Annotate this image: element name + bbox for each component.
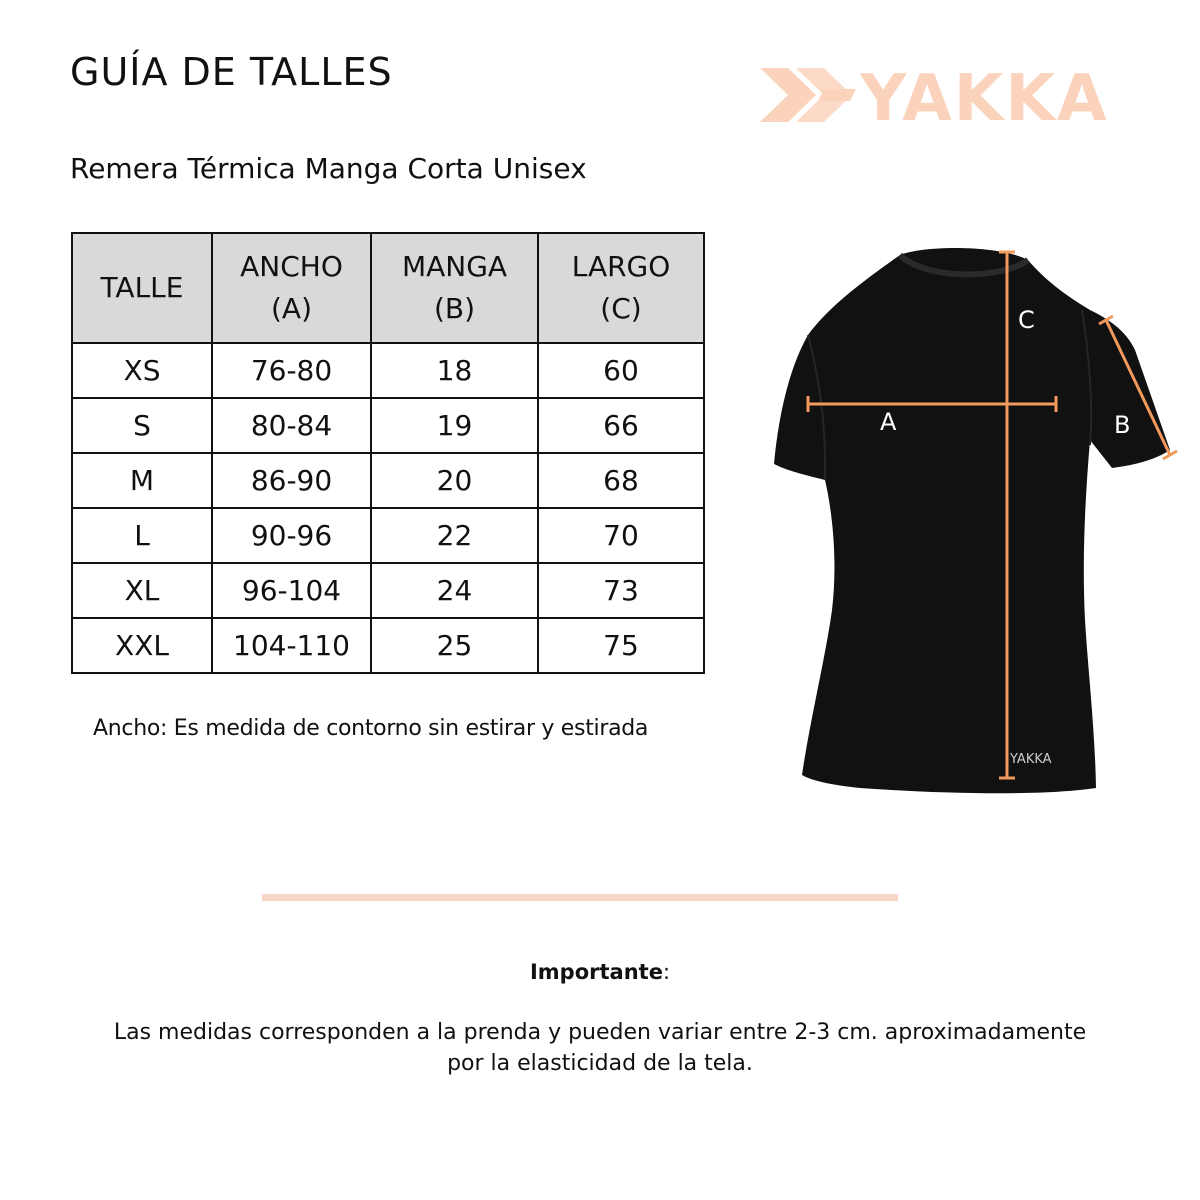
header-manga: MANGA (B) bbox=[371, 233, 538, 343]
size-cell: S bbox=[72, 398, 212, 453]
ancho-cell: 90-96 bbox=[212, 508, 371, 563]
table-row bbox=[72, 618, 704, 673]
ancho-cell: 86-90 bbox=[212, 453, 371, 508]
largo-cell: 68 bbox=[538, 453, 704, 508]
logo-wordmark: YAKKA bbox=[860, 62, 1109, 128]
measure-b-label: B bbox=[1114, 411, 1131, 439]
size-table-header bbox=[72, 233, 704, 343]
ancho-cell: 80-84 bbox=[212, 398, 371, 453]
ancho-cell: 96-104 bbox=[212, 563, 371, 618]
size-table bbox=[71, 232, 705, 674]
size-cell: M bbox=[72, 453, 212, 508]
manga-cell: 19 bbox=[371, 398, 538, 453]
width-note: Ancho: Es medida de contorno sin estirar y estirada bbox=[93, 716, 649, 741]
product-name: Remera Térmica Manga Corta Unisex bbox=[70, 152, 587, 185]
manga-cell: 25 bbox=[371, 618, 538, 673]
page-title: GUÍA DE TALLES bbox=[70, 50, 393, 94]
measure-a-label: A bbox=[880, 408, 897, 436]
manga-cell: 22 bbox=[371, 508, 538, 563]
shirt-brand-label: YAKKA bbox=[1010, 752, 1052, 767]
largo-cell: 66 bbox=[538, 398, 704, 453]
table-row bbox=[72, 398, 704, 453]
brand-logo bbox=[760, 62, 1120, 128]
ancho-cell: 76-80 bbox=[212, 343, 371, 398]
header-talle: TALLE bbox=[72, 233, 212, 343]
measure-c-label: C bbox=[1018, 306, 1035, 334]
size-cell: XL bbox=[72, 563, 212, 618]
table-row bbox=[72, 343, 704, 398]
manga-cell: 20 bbox=[371, 453, 538, 508]
header-ancho: ANCHO (A) bbox=[212, 233, 371, 343]
largo-cell: 73 bbox=[538, 563, 704, 618]
important-heading: Importante: bbox=[529, 960, 671, 984]
disclaimer-text: Las medidas corresponden a la prenda y pueden variar entre 2-3 cm. aproximadamente por la elasticidad de la tela. bbox=[113, 1020, 1087, 1076]
largo-cell: 70 bbox=[538, 508, 704, 563]
manga-cell: 18 bbox=[371, 343, 538, 398]
table-row bbox=[72, 563, 704, 618]
ancho-cell: 104-110 bbox=[212, 618, 371, 673]
size-cell: XXL bbox=[72, 618, 212, 673]
size-cell: XS bbox=[72, 343, 212, 398]
largo-cell: 75 bbox=[538, 618, 704, 673]
largo-cell: 60 bbox=[538, 343, 704, 398]
table-row bbox=[72, 453, 704, 508]
section-divider bbox=[262, 894, 898, 901]
table-row bbox=[72, 508, 704, 563]
manga-cell: 24 bbox=[371, 563, 538, 618]
header-largo: LARGO (C) bbox=[538, 233, 704, 343]
tshirt-measurement-diagram bbox=[760, 240, 1180, 800]
size-cell: L bbox=[72, 508, 212, 563]
